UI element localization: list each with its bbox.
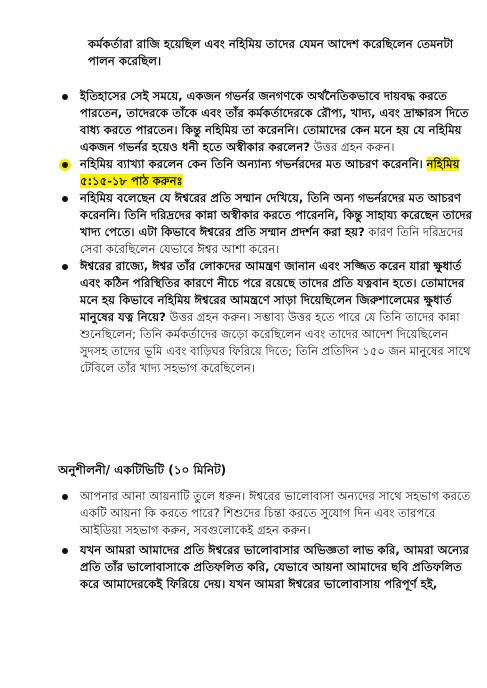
list-item [58,542,472,593]
statement-text: নহিমিয় ব্যাখ্যা করলেন কেন তিনি অন্যান্য গভর্নরদের মত আচরণ করেননি। [80,157,423,171]
list-item [58,488,472,539]
question-text: নহিমিয় বলেছেন যে ঈশ্বরের প্রতি সম্মান দেখিয়ে, তিনি অন্য গভর্নরদের মত আচরণ করেননি। তিনি দরিদ্রদের কান্না অস্বীকার করতে পারেননি, কিন্তু সাহায্য করেছেন তাদের খাদ্য পেতে। এটা কিভাবে ঈশ্বরের প্রতি সম্মান প্রদর্শন করা হয়? [80,191,472,239]
answer-note: উত্তর গ্রহন করুন। সম্ভাব্য উত্তর হতে পারে যে তিনি তাদের কান্না শুনেছিলেন; তিনি কর্মকর্তাদের জড়ো করেছিলেন এবং তাদের আদেশ দিয়েছিলেন সুদসহ তাদের ভূমি এবং বাড়িঘর ফিরিয়ে দিতে; তিনি প্রতিদিন ১৫০ জন মানুষের সাথে টেবিলে তাঁর খাদ্য সহভাগ করেছিলেন। [80,310,471,375]
question-text: ইতিহাসের সেই সময়ে, একজন গভর্নর জনগণকে অর্থনৈতিকভাবে দায়বদ্ধ করতে পারতেন, তাদেরকে তাঁকে এবং তাঁর কর্মকর্তাদেরকে রৌপ্য, খাদ্য, এবং দ্রাক্ষারস দিতে বাধ্য করতে পারতেন। কিন্তু নহিমিয় তা করেননি। তোমাদের কেন মনে হয় যে নহিমিয় একজন গভর্নর হয়েও ধনী হতে অস্বীকার করলেন? [80,89,469,154]
activity-list [58,488,472,596]
activity-heading: অনুশীলনী/ একটিভিটি (১০ মিনিট) [58,463,227,477]
activity-text: যখন আমরা আমাদের প্রতি ঈশ্বরের ভালোবাসার অভিজ্ঞতা লাভ করি, আমরা অন্যের প্রতি তাঁর ভালোবাসাকে প্রতিফলিত করি, যেভাবে আয়না আমাদের ছবি প্রতিফলিত করে আমাদেরকেই ফিরিয়ে দেয়। যখন আমরা ঈশ্বরের ভালোবাসায় পরিপূর্ণ হই, [80,543,469,591]
bullet-icon [62,196,68,202]
discussion-list [58,88,472,377]
answer-note: কারণ তিনি দরিদ্রদের সেবা করেছিলেন যেভাবে ঈশ্বর আশা করেন। [80,225,464,256]
bullet-icon [62,264,68,270]
list-item [58,258,472,377]
activity-text: আপনার আনা আয়নাটি তুলে ধরুন। ঈশ্বরের ভালোবাসা অন্যদের সাথে সহভাগ করতে একটি আয়না কি করতে পারে? শিশুদের চিন্তা করতে সুযোগ দিন এবং তারপরে আইডিয়া সহভাগ করুন, সবগুলোকেই গ্রহন করুন। [80,489,471,537]
bullet-icon [62,162,68,168]
answer-note: উত্তর গ্রহন করুন। [309,140,395,154]
list-item [58,190,472,258]
question-text: ঈশ্বরের রাজ্যে, ঈশ্বর তাঁর লোকদের আমন্ত্রণ জানান এবং সজ্জিত করেন যারা ক্ষুধার্ত এবং কঠিন পরিস্থিতির কারণে নীচে পরে রয়েছে তাদের প্রতি যত্নবান হতে। তোমাদের মনে হয় কিভাবে নহিমিয় ঈশ্বরের আমন্ত্রণে সাড়া দিয়েছিলেন জিরুশালেমের ক্ষুধার্ত মানুষের যত্ন নিয়ে? [80,259,465,324]
list-item [58,156,472,190]
bullet-icon [62,548,68,554]
intro-paragraph: কর্মকর্তারা রাজি হয়েছিল এবং নহিমিয় তাদের যেমন আদেশ করেছিলেন তেমনটা পালন করেছিল। [88,37,454,68]
scripture-reference: নহিমিয় ৫:১৫-১৮ পাঠ করুনঃ [80,157,460,188]
bullet-icon [62,494,68,500]
list-item [58,88,472,156]
bullet-icon [62,94,68,100]
